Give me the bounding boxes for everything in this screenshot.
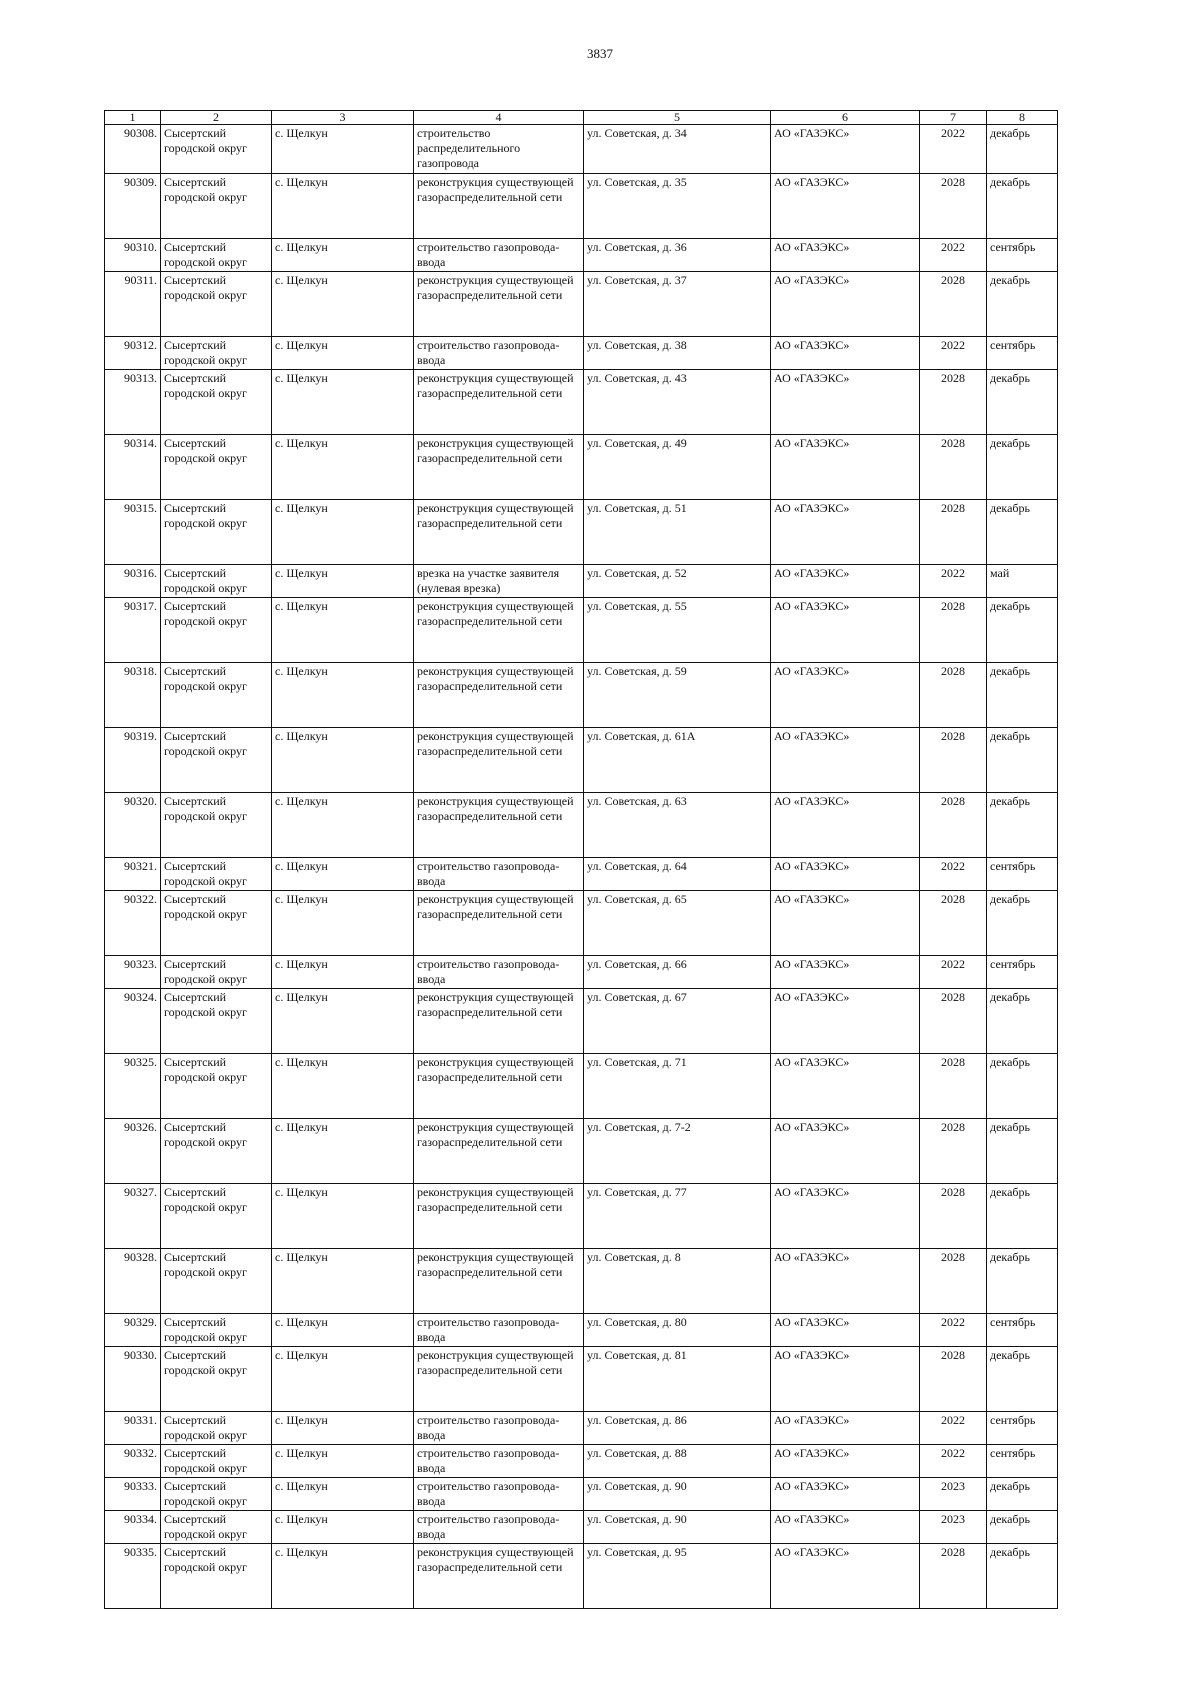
table-row xyxy=(105,1347,1058,1412)
settlement-cell: с. Щелкун xyxy=(272,1544,414,1609)
settlement-cell: с. Щелкун xyxy=(272,435,414,500)
district-cell: Сысертский городской округ xyxy=(161,891,272,956)
settlement-cell: с. Щелкун xyxy=(272,989,414,1054)
row-number: 90321. xyxy=(105,858,161,891)
row-number: 90319. xyxy=(105,728,161,793)
organization-cell: АО «ГАЗЭКС» xyxy=(771,956,920,989)
month-cell: декабрь xyxy=(987,663,1058,728)
table-row xyxy=(105,956,1058,989)
year-cell: 2028 xyxy=(920,1249,987,1314)
settlement-cell: с. Щелкун xyxy=(272,370,414,435)
organization-cell: АО «ГАЗЭКС» xyxy=(771,1314,920,1347)
table-row xyxy=(105,337,1058,370)
organization-cell: АО «ГАЗЭКС» xyxy=(771,500,920,565)
table-row xyxy=(105,891,1058,956)
table-row xyxy=(105,793,1058,858)
district-cell: Сысертский городской округ xyxy=(161,1184,272,1249)
settlement-cell: с. Щелкун xyxy=(272,1478,414,1511)
address-cell: ул. Советская, д. 65 xyxy=(584,891,771,956)
table-row xyxy=(105,125,1058,174)
work-type-cell: реконструкция существующей газораспределительной сети xyxy=(414,793,584,858)
work-type-cell: реконструкция существующей газораспределительной сети xyxy=(414,1347,584,1412)
column-header: 3 xyxy=(272,111,414,125)
district-cell: Сысертский городской округ xyxy=(161,956,272,989)
work-type-cell: врезка на участке заявителя (нулевая врезка) xyxy=(414,565,584,598)
row-number: 90308. xyxy=(105,125,161,174)
month-cell: декабрь xyxy=(987,1347,1058,1412)
address-cell: ул. Советская, д. 7-2 xyxy=(584,1119,771,1184)
table-row xyxy=(105,174,1058,239)
work-type-cell: строительство газопровода-ввода xyxy=(414,956,584,989)
table-row xyxy=(105,272,1058,337)
work-type-cell: реконструкция существующей газораспределительной сети xyxy=(414,272,584,337)
district-cell: Сысертский городской округ xyxy=(161,1314,272,1347)
address-cell: ул. Советская, д. 88 xyxy=(584,1445,771,1478)
column-header: 2 xyxy=(161,111,272,125)
table-row xyxy=(105,1314,1058,1347)
table-row xyxy=(105,1544,1058,1609)
year-cell: 2028 xyxy=(920,891,987,956)
address-cell: ул. Советская, д. 63 xyxy=(584,793,771,858)
address-cell: ул. Советская, д. 95 xyxy=(584,1544,771,1609)
district-cell: Сысертский городской округ xyxy=(161,598,272,663)
month-cell: декабрь xyxy=(987,598,1058,663)
row-number: 90324. xyxy=(105,989,161,1054)
work-type-cell: реконструкция существующей газораспределительной сети xyxy=(414,1054,584,1119)
settlement-cell: с. Щелкун xyxy=(272,500,414,565)
month-cell: декабрь xyxy=(987,272,1058,337)
row-number: 90329. xyxy=(105,1314,161,1347)
organization-cell: АО «ГАЗЭКС» xyxy=(771,1511,920,1544)
row-number: 90316. xyxy=(105,565,161,598)
district-cell: Сысертский городской округ xyxy=(161,858,272,891)
organization-cell: АО «ГАЗЭКС» xyxy=(771,565,920,598)
district-cell: Сысертский городской округ xyxy=(161,1412,272,1445)
address-cell: ул. Советская, д. 61А xyxy=(584,728,771,793)
registry-table xyxy=(104,110,1058,1609)
row-number: 90325. xyxy=(105,1054,161,1119)
month-cell: декабрь xyxy=(987,435,1058,500)
month-cell: декабрь xyxy=(987,1119,1058,1184)
work-type-cell: строительство газопровода-ввода xyxy=(414,858,584,891)
month-cell: декабрь xyxy=(987,891,1058,956)
month-cell: май xyxy=(987,565,1058,598)
month-cell: декабрь xyxy=(987,989,1058,1054)
organization-cell: АО «ГАЗЭКС» xyxy=(771,1544,920,1609)
year-cell: 2023 xyxy=(920,1511,987,1544)
table-row xyxy=(105,858,1058,891)
row-number: 90328. xyxy=(105,1249,161,1314)
work-type-cell: строительство распределительного газопровода xyxy=(414,125,584,174)
table-row xyxy=(105,370,1058,435)
year-cell: 2022 xyxy=(920,565,987,598)
district-cell: Сысертский городской округ xyxy=(161,989,272,1054)
row-number: 90330. xyxy=(105,1347,161,1412)
work-type-cell: реконструкция существующей газораспределительной сети xyxy=(414,663,584,728)
work-type-cell: реконструкция существующей газораспределительной сети xyxy=(414,1184,584,1249)
month-cell: декабрь xyxy=(987,1478,1058,1511)
district-cell: Сысертский городской округ xyxy=(161,1445,272,1478)
registry-rows xyxy=(105,125,1058,1609)
table-row xyxy=(105,1478,1058,1511)
month-cell: сентябрь xyxy=(987,337,1058,370)
year-cell: 2022 xyxy=(920,1412,987,1445)
row-number: 90313. xyxy=(105,370,161,435)
organization-cell: АО «ГАЗЭКС» xyxy=(771,989,920,1054)
district-cell: Сысертский городской округ xyxy=(161,728,272,793)
district-cell: Сысертский городской округ xyxy=(161,435,272,500)
year-cell: 2022 xyxy=(920,337,987,370)
month-cell: декабрь xyxy=(987,1511,1058,1544)
work-type-cell: реконструкция существующей газораспределительной сети xyxy=(414,174,584,239)
organization-cell: АО «ГАЗЭКС» xyxy=(771,337,920,370)
table-row xyxy=(105,989,1058,1054)
year-cell: 2028 xyxy=(920,793,987,858)
year-cell: 2022 xyxy=(920,956,987,989)
work-type-cell: строительство газопровода-ввода xyxy=(414,1511,584,1544)
address-cell: ул. Советская, д. 36 xyxy=(584,239,771,272)
work-type-cell: строительство газопровода-ввода xyxy=(414,1314,584,1347)
work-type-cell: реконструкция существующей газораспределительной сети xyxy=(414,500,584,565)
table-row xyxy=(105,1412,1058,1445)
year-cell: 2028 xyxy=(920,1347,987,1412)
year-cell: 2028 xyxy=(920,174,987,239)
column-header: 1 xyxy=(105,111,161,125)
year-cell: 2028 xyxy=(920,1544,987,1609)
work-type-cell: строительство газопровода-ввода xyxy=(414,1412,584,1445)
settlement-cell: с. Щелкун xyxy=(272,1314,414,1347)
work-type-cell: реконструкция существующей газораспределительной сети xyxy=(414,1119,584,1184)
district-cell: Сысертский городской округ xyxy=(161,1347,272,1412)
organization-cell: АО «ГАЗЭКС» xyxy=(771,272,920,337)
row-number: 90333. xyxy=(105,1478,161,1511)
district-cell: Сысертский городской округ xyxy=(161,1478,272,1511)
address-cell: ул. Советская, д. 37 xyxy=(584,272,771,337)
organization-cell: АО «ГАЗЭКС» xyxy=(771,174,920,239)
organization-cell: АО «ГАЗЭКС» xyxy=(771,125,920,174)
organization-cell: АО «ГАЗЭКС» xyxy=(771,370,920,435)
settlement-cell: с. Щелкун xyxy=(272,793,414,858)
work-type-cell: реконструкция существующей газораспределительной сети xyxy=(414,598,584,663)
column-number-row xyxy=(105,111,1058,125)
page-number: 3837 xyxy=(587,46,613,61)
organization-cell: АО «ГАЗЭКС» xyxy=(771,1184,920,1249)
month-cell: декабрь xyxy=(987,1249,1058,1314)
organization-cell: АО «ГАЗЭКС» xyxy=(771,1347,920,1412)
organization-cell: АО «ГАЗЭКС» xyxy=(771,728,920,793)
column-header: 8 xyxy=(987,111,1058,125)
settlement-cell: с. Щелкун xyxy=(272,1445,414,1478)
work-type-cell: реконструкция существующей газораспределительной сети xyxy=(414,728,584,793)
settlement-cell: с. Щелкун xyxy=(272,565,414,598)
year-cell: 2022 xyxy=(920,858,987,891)
settlement-cell: с. Щелкун xyxy=(272,174,414,239)
work-type-cell: реконструкция существующей газораспределительной сети xyxy=(414,1249,584,1314)
month-cell: декабрь xyxy=(987,1544,1058,1609)
work-type-cell: строительство газопровода-ввода xyxy=(414,1478,584,1511)
row-number: 90334. xyxy=(105,1511,161,1544)
settlement-cell: с. Щелкун xyxy=(272,1054,414,1119)
table-row xyxy=(105,728,1058,793)
settlement-cell: с. Щелкун xyxy=(272,598,414,663)
district-cell: Сысертский городской округ xyxy=(161,125,272,174)
row-number: 90323. xyxy=(105,956,161,989)
organization-cell: АО «ГАЗЭКС» xyxy=(771,793,920,858)
work-type-cell: строительство газопровода-ввода xyxy=(414,337,584,370)
address-cell: ул. Советская, д. 90 xyxy=(584,1511,771,1544)
organization-cell: АО «ГАЗЭКС» xyxy=(771,1249,920,1314)
column-header: 7 xyxy=(920,111,987,125)
year-cell: 2028 xyxy=(920,500,987,565)
settlement-cell: с. Щелкун xyxy=(272,858,414,891)
month-cell: декабрь xyxy=(987,125,1058,174)
row-number: 90327. xyxy=(105,1184,161,1249)
address-cell: ул. Советская, д. 52 xyxy=(584,565,771,598)
row-number: 90335. xyxy=(105,1544,161,1609)
work-type-cell: строительство газопровода-ввода xyxy=(414,1445,584,1478)
district-cell: Сысертский городской округ xyxy=(161,1054,272,1119)
month-cell: сентябрь xyxy=(987,1314,1058,1347)
settlement-cell: с. Щелкун xyxy=(272,1184,414,1249)
row-number: 90322. xyxy=(105,891,161,956)
column-header: 4 xyxy=(414,111,584,125)
district-cell: Сысертский городской округ xyxy=(161,793,272,858)
settlement-cell: с. Щелкун xyxy=(272,1347,414,1412)
row-number: 90309. xyxy=(105,174,161,239)
row-number: 90331. xyxy=(105,1412,161,1445)
row-number: 90315. xyxy=(105,500,161,565)
district-cell: Сысертский городской округ xyxy=(161,272,272,337)
month-cell: декабрь xyxy=(987,793,1058,858)
month-cell: декабрь xyxy=(987,728,1058,793)
settlement-cell: с. Щелкун xyxy=(272,337,414,370)
organization-cell: АО «ГАЗЭКС» xyxy=(771,1412,920,1445)
address-cell: ул. Советская, д. 49 xyxy=(584,435,771,500)
year-cell: 2028 xyxy=(920,663,987,728)
row-number: 90326. xyxy=(105,1119,161,1184)
row-number: 90310. xyxy=(105,239,161,272)
district-cell: Сысертский городской округ xyxy=(161,174,272,239)
address-cell: ул. Советская, д. 81 xyxy=(584,1347,771,1412)
table-row xyxy=(105,565,1058,598)
organization-cell: АО «ГАЗЭКС» xyxy=(771,598,920,663)
address-cell: ул. Советская, д. 55 xyxy=(584,598,771,663)
district-cell: Сысертский городской округ xyxy=(161,239,272,272)
table-row xyxy=(105,1054,1058,1119)
address-cell: ул. Советская, д. 59 xyxy=(584,663,771,728)
table-row xyxy=(105,435,1058,500)
district-cell: Сысертский городской округ xyxy=(161,370,272,435)
address-cell: ул. Советская, д. 66 xyxy=(584,956,771,989)
row-number: 90318. xyxy=(105,663,161,728)
row-number: 90311. xyxy=(105,272,161,337)
table-row xyxy=(105,1511,1058,1544)
row-number: 90332. xyxy=(105,1445,161,1478)
year-cell: 2028 xyxy=(920,1054,987,1119)
row-number: 90314. xyxy=(105,435,161,500)
organization-cell: АО «ГАЗЭКС» xyxy=(771,1478,920,1511)
table-row xyxy=(105,1445,1058,1478)
month-cell: декабрь xyxy=(987,1184,1058,1249)
address-cell: ул. Советская, д. 90 xyxy=(584,1478,771,1511)
work-type-cell: реконструкция существующей газораспределительной сети xyxy=(414,435,584,500)
settlement-cell: с. Щелкун xyxy=(272,663,414,728)
address-cell: ул. Советская, д. 86 xyxy=(584,1412,771,1445)
organization-cell: АО «ГАЗЭКС» xyxy=(771,663,920,728)
address-cell: ул. Советская, д. 34 xyxy=(584,125,771,174)
address-cell: ул. Советская, д. 77 xyxy=(584,1184,771,1249)
year-cell: 2028 xyxy=(920,370,987,435)
table-row xyxy=(105,1249,1058,1314)
work-type-cell: реконструкция существующей газораспределительной сети xyxy=(414,370,584,435)
year-cell: 2028 xyxy=(920,728,987,793)
year-cell: 2022 xyxy=(920,239,987,272)
settlement-cell: с. Щелкун xyxy=(272,1412,414,1445)
settlement-cell: с. Щелкун xyxy=(272,272,414,337)
column-header: 6 xyxy=(771,111,920,125)
year-cell: 2028 xyxy=(920,1119,987,1184)
organization-cell: АО «ГАЗЭКС» xyxy=(771,1054,920,1119)
table-row xyxy=(105,500,1058,565)
year-cell: 2023 xyxy=(920,1478,987,1511)
year-cell: 2028 xyxy=(920,1184,987,1249)
month-cell: декабрь xyxy=(987,1054,1058,1119)
address-cell: ул. Советская, д. 43 xyxy=(584,370,771,435)
work-type-cell: реконструкция существующей газораспределительной сети xyxy=(414,989,584,1054)
district-cell: Сысертский городской округ xyxy=(161,663,272,728)
table-row xyxy=(105,1184,1058,1249)
settlement-cell: с. Щелкун xyxy=(272,125,414,174)
month-cell: сентябрь xyxy=(987,1445,1058,1478)
organization-cell: АО «ГАЗЭКС» xyxy=(771,891,920,956)
district-cell: Сысертский городской округ xyxy=(161,1249,272,1314)
district-cell: Сысертский городской округ xyxy=(161,1119,272,1184)
column-header: 5 xyxy=(584,111,771,125)
year-cell: 2022 xyxy=(920,125,987,174)
row-number: 90317. xyxy=(105,598,161,663)
table-row xyxy=(105,1119,1058,1184)
table-row xyxy=(105,663,1058,728)
year-cell: 2028 xyxy=(920,272,987,337)
year-cell: 2028 xyxy=(920,598,987,663)
month-cell: сентябрь xyxy=(987,956,1058,989)
work-type-cell: строительство газопровода-ввода xyxy=(414,239,584,272)
organization-cell: АО «ГАЗЭКС» xyxy=(771,858,920,891)
district-cell: Сысертский городской округ xyxy=(161,1544,272,1609)
address-cell: ул. Советская, д. 71 xyxy=(584,1054,771,1119)
work-type-cell: реконструкция существующей газораспределительной сети xyxy=(414,891,584,956)
district-cell: Сысертский городской округ xyxy=(161,565,272,598)
month-cell: сентябрь xyxy=(987,239,1058,272)
month-cell: сентябрь xyxy=(987,858,1058,891)
month-cell: декабрь xyxy=(987,500,1058,565)
settlement-cell: с. Щелкун xyxy=(272,728,414,793)
district-cell: Сысертский городской округ xyxy=(161,337,272,370)
row-number: 90312. xyxy=(105,337,161,370)
address-cell: ул. Советская, д. 8 xyxy=(584,1249,771,1314)
organization-cell: АО «ГАЗЭКС» xyxy=(771,1445,920,1478)
year-cell: 2028 xyxy=(920,989,987,1054)
table-row xyxy=(105,598,1058,663)
address-cell: ул. Советская, д. 67 xyxy=(584,989,771,1054)
month-cell: декабрь xyxy=(987,370,1058,435)
district-cell: Сысертский городской округ xyxy=(161,1511,272,1544)
settlement-cell: с. Щелкун xyxy=(272,239,414,272)
year-cell: 2028 xyxy=(920,435,987,500)
address-cell: ул. Советская, д. 64 xyxy=(584,858,771,891)
month-cell: декабрь xyxy=(987,174,1058,239)
work-type-cell: реконструкция существующей газораспределительной сети xyxy=(414,1544,584,1609)
address-cell: ул. Советская, д. 51 xyxy=(584,500,771,565)
organization-cell: АО «ГАЗЭКС» xyxy=(771,435,920,500)
address-cell: ул. Советская, д. 38 xyxy=(584,337,771,370)
settlement-cell: с. Щелкун xyxy=(272,956,414,989)
settlement-cell: с. Щелкун xyxy=(272,1511,414,1544)
address-cell: ул. Советская, д. 80 xyxy=(584,1314,771,1347)
settlement-cell: с. Щелкун xyxy=(272,1119,414,1184)
table-row xyxy=(105,239,1058,272)
year-cell: 2022 xyxy=(920,1445,987,1478)
settlement-cell: с. Щелкун xyxy=(272,1249,414,1314)
month-cell: сентябрь xyxy=(987,1412,1058,1445)
district-cell: Сысертский городской округ xyxy=(161,500,272,565)
row-number: 90320. xyxy=(105,793,161,858)
address-cell: ул. Советская, д. 35 xyxy=(584,174,771,239)
organization-cell: АО «ГАЗЭКС» xyxy=(771,239,920,272)
year-cell: 2022 xyxy=(920,1314,987,1347)
settlement-cell: с. Щелкун xyxy=(272,891,414,956)
organization-cell: АО «ГАЗЭКС» xyxy=(771,1119,920,1184)
